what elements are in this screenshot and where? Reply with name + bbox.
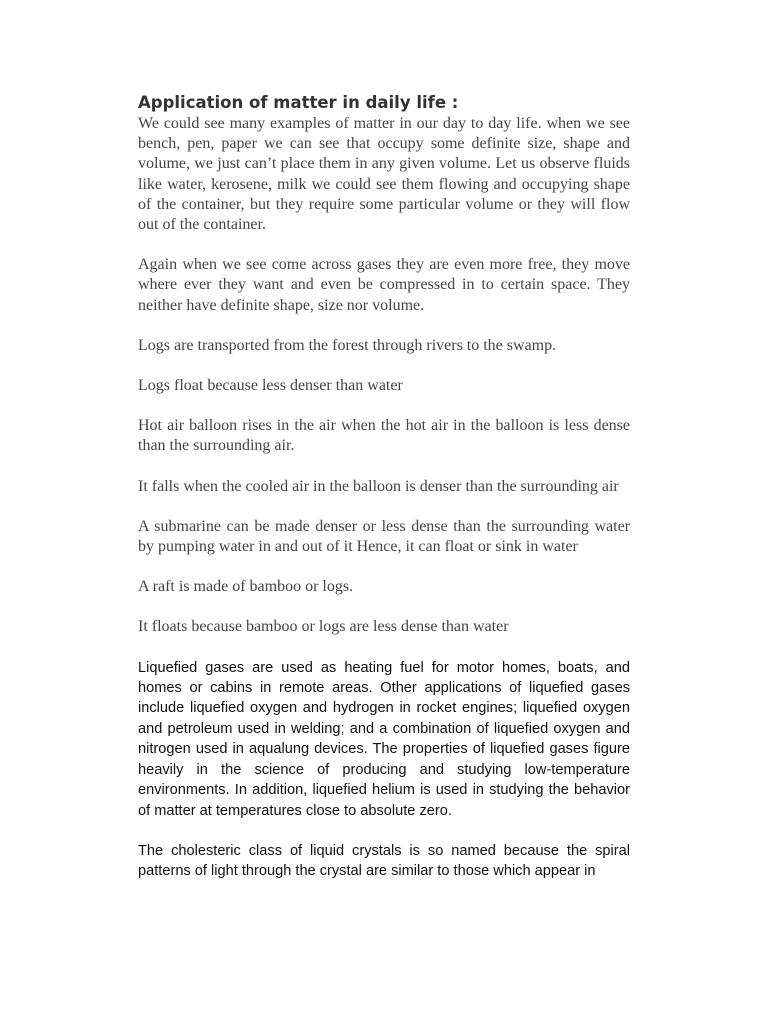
- paragraph-logs-float: Logs float because less denser than water: [138, 377, 403, 395]
- paragraph-logs-transport: Logs are transported from the forest through rivers to the swamp.: [138, 336, 557, 354]
- document-page: [138, 92, 630, 902]
- paragraph-gases: Again when we see come across gases they are even more free, they move where ever they want and even be compressed in to certain space. They neither have definite shape, size nor volume.: [138, 256, 630, 314]
- paragraph-matter-examples: We could see many examples of matter in our day to day life. when we see bench, pen, paper we can see that occupy some definite size, shape and volume, we just can’t place them in any given volume. Let us observe fluids like water, kerosene, milk we could see them flowing and occupying shape of the container, but they require some particular volume or they will flow out of the container.: [138, 115, 630, 234]
- paragraph-raft: A raft is made of bamboo or logs.: [138, 578, 354, 596]
- paragraph-balloon-falls: It falls when the cooled air in the balloon is denser than the surrounding air: [138, 477, 619, 495]
- paragraph-submarine: A submarine can be made denser or less dense than the surrounding water by pumping water in and out of it Hence, it can float or sink in water: [138, 517, 630, 556]
- paragraph-raft-floats: It floats because bamboo or logs are less dense than water: [138, 618, 509, 636]
- document-title: Application of matter in daily life :: [138, 93, 459, 112]
- paragraph-balloon-rises: Hot air balloon rises in the air when the hot air in the balloon is less dense than the surrounding air.: [138, 417, 630, 455]
- paragraph-liquid-crystals: The cholesteric class of liquid crystals is so named because the spiral patterns of light through the crystal are similar to those which appear in: [138, 842, 630, 880]
- paragraph-liquefied-gases: Liquefied gases are used as heating fuel for motor homes, boats, and homes or cabins in remote areas. Other applications of liquefied gases include liquefied oxygen and hydrogen in rocket engines; liquefied oxygen and petroleum used in welding; and a combination of liquefied oxygen and nitrogen used in aqualung devices. The properties of liquefied gases figure heavily in the science of producing and studying low-temperature environments. In addition, liquefied helium is used in studying the behavior of matter at temperatures close to absolute zero.: [138, 659, 630, 819]
